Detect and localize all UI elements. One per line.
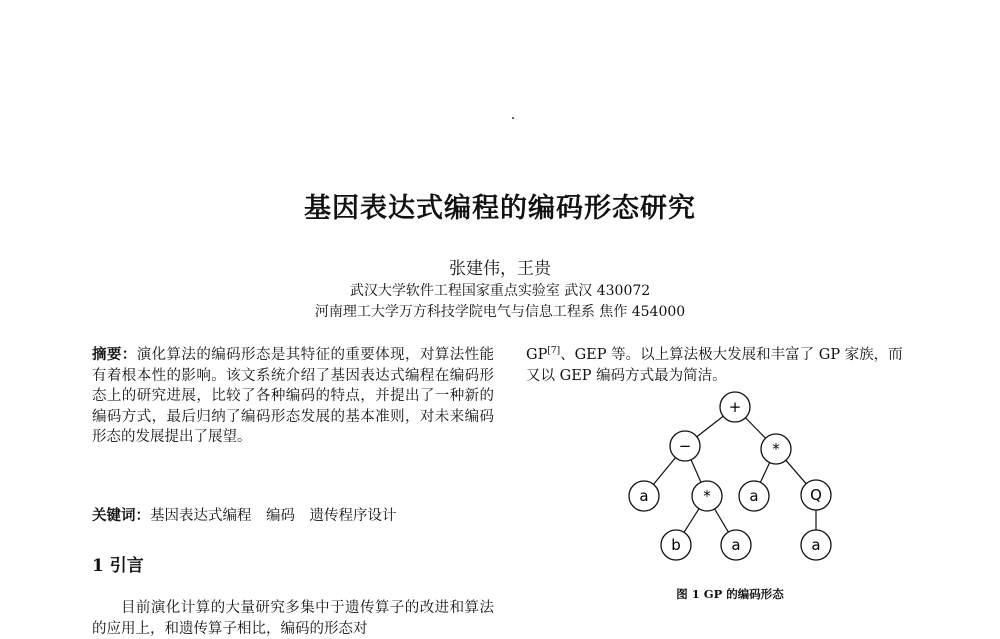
tree-edge-n0-n1 <box>697 416 723 437</box>
tree-node-label-n6: Q <box>810 486 822 504</box>
tree-node-label-n0: + <box>728 398 742 416</box>
tree-node-label-n1: − <box>678 437 692 455</box>
paper-authors: 张建伟，王贵 <box>449 259 551 279</box>
tree-node-label-n2: * <box>772 440 780 458</box>
keywords-text: 基因表达式编程 编码 遗传程序设计 <box>150 508 397 524</box>
tree-edge-n1-n4 <box>691 460 701 483</box>
right-text-part1: GP <box>526 347 548 363</box>
tree-node-label-n3: a <box>639 487 649 505</box>
right-text-part2: 、GEP 等。以上算法极大发展和丰富了 GP 家族，而又以 GEP 编码方式最为简洁。 <box>526 347 903 384</box>
abstract-label: 摘要： <box>92 346 137 363</box>
tree-edge-n2-n6 <box>786 460 806 483</box>
abstract <box>92 345 494 448</box>
keywords-label: 关键词： <box>92 507 150 524</box>
tree-node-label-n5: a <box>749 487 759 505</box>
keywords <box>92 506 494 527</box>
intro-paragraph: 目前演化计算的大量研究多集中于遗传算子的改进和算法的应用上，和遗传算子相比，编码的形态对 <box>92 600 494 637</box>
gp-expression-tree-figure <box>600 385 860 565</box>
tree-edge-n1-n3 <box>654 458 676 485</box>
tree-node-label-n9: a <box>811 536 821 554</box>
figure-caption: 图 1 GP 的编码形态 <box>676 587 784 601</box>
tree-edge-n4-n8 <box>715 509 729 532</box>
paper-title: 基因表达式编程的编码形态研究 <box>304 193 696 224</box>
tree-node-label-n4: * <box>703 487 711 505</box>
tree-edge-n4-n7 <box>684 509 699 533</box>
tree-node-label-n7: b <box>671 536 681 554</box>
citation-ref: [7] <box>547 346 561 357</box>
affiliation-2: 河南理工大学万方科技学院电气与信息工程系 焦作 454000 <box>314 304 686 320</box>
tree-node-label-n8: a <box>731 536 741 554</box>
tree-edge-n0-n2 <box>745 418 765 439</box>
right-column-text <box>526 345 906 386</box>
scan-speck <box>512 117 514 119</box>
section-heading: 1 引言 <box>92 556 144 576</box>
abstract-text: 演化算法的编码形态是其特征的重要体现，对算法性能有着根本性的影响。该文系统介绍了基因表达式编程在编码形态上的研究进展，比较了各种编码的特点，并提出了一种新的编码方式，最后归纳了编码形态发展的基本准则，对未来编码形态的发展提出了展望。 <box>92 347 495 445</box>
affiliation-1: 武汉大学软件工程国家重点实验室 武汉 430072 <box>349 283 651 299</box>
tree-edge-n2-n5 <box>760 463 769 483</box>
